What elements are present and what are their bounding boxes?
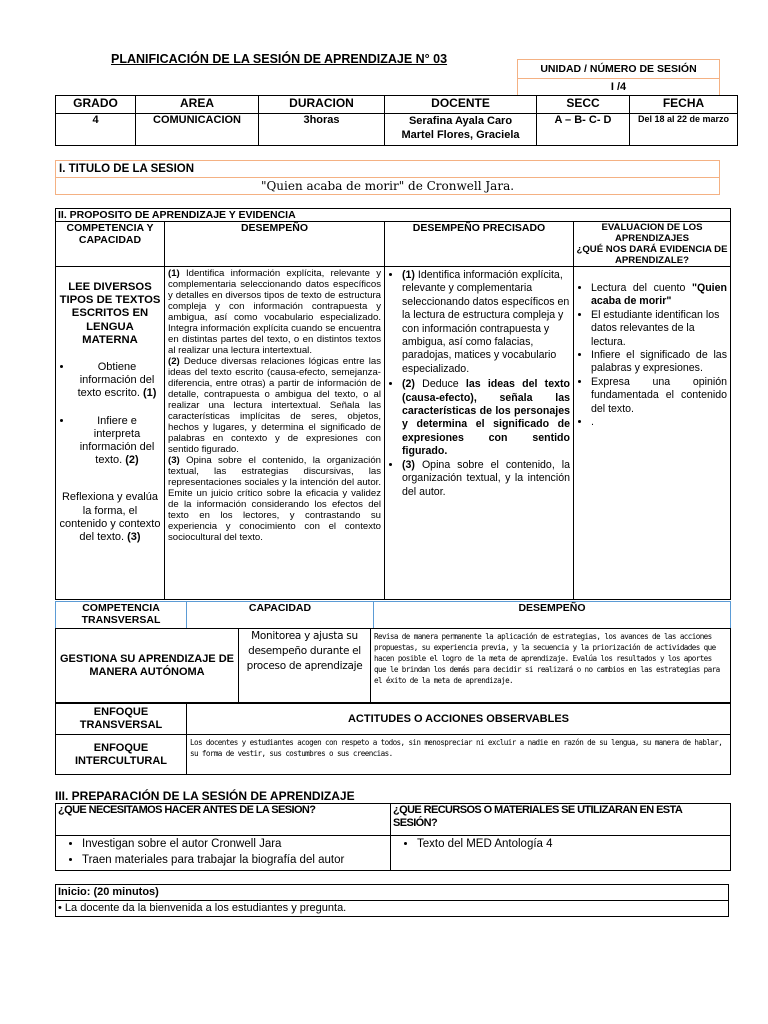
antes-cell [56,836,391,871]
section1-heading: I. TITULO DE LA SESION [59,163,195,175]
competencia-title: LEE DIVERSOS TIPOS DE TEXTOS ESCRITOS EN LENGUA MATERNA [59,281,161,346]
desempeno-3: (3) Opina sobre el contenido, la organización textual, las estrategias discursivas, las representaciones sociales y la intención del autor. Emite un juicio crítico sobre la eficacia y validez de la información considerando los efectos del texto en los lectores, y contrastando su experiencia y conocimiento con el contexto sociocultural del texto. [168,455,381,543]
info-table [55,95,738,146]
precisado-1: • (1) Identifica información explícita, relevante y complementaria seleccionando datos específicos en la lectura de estructura compleja y con información contrapuesta y ambigua, así como falacias, paradojas, matices y vocabulario especializado. [402,269,570,376]
enfoque-table [55,703,731,775]
inicio-heading: Inicio: (20 minutos) [56,885,729,901]
purpose-table [55,208,731,600]
actitudes-text: Los docentes y estudiantes acogen con respeto a todos, sin menospreciar ni excluir a nadie en razón de su lengua, su manera de hablar, su forma de vestir, sus costumbres o sus creencias. [187,735,731,775]
unit-value: I /4 [517,78,720,96]
col-evaluacion [574,222,731,267]
capacidad-transversal: Monitorea y ajusta su desempeño durante el proceso de aprendizaje [239,629,371,703]
page-title: PLANIFICACIÓN DE LA SESIÓN DE APRENDIZAJE N° 03 [111,52,448,66]
col-enfoque: ENFOQUE TRANSVERSAL [56,704,187,735]
duracion-header: DURACION [259,96,385,114]
col-desempeno: DESEMPEÑO [165,222,385,267]
col-competencia-transversal: COMPETENCIA TRANSVERSAL [56,602,187,629]
area-value: COMUNICACION [136,114,259,146]
recursos-item-1: • Texto del MED Antología 4 [417,836,728,852]
transversal-table [55,601,731,629]
capacidades-list [59,361,161,467]
fecha-value: Del 18 al 22 de marzo [630,114,738,146]
evaluacion-4: • Expresa una opinión fundamentada el contenido del texto. [591,376,727,416]
section2-heading: II. PROPOSITO DE APRENDIZAJE Y EVIDENCIA [56,209,731,222]
col-competencia: COMPETENCIA Y CAPACIDAD [56,222,165,267]
recursos-cell [391,836,731,871]
secc-value: A – B- C- D [537,114,630,146]
evaluacion-list [577,282,727,429]
precisado-2: • (2) Deduce las ideas del texto (causa-efecto), señala las características de los personajes y determina el significado de expresiones con sentido figurado. [402,378,570,458]
evaluacion-cell [574,267,731,600]
desempeno-cell [165,267,385,600]
precisado-3: • (3) Opina sobre el contenido, la organización textual, y la intención del autor. [402,459,570,499]
capacidad-2: • Infiere e interpreta información del texto. (2) [73,415,161,468]
grado-value: 4 [56,114,136,146]
desempeno-2: (2) Deduce diversas relaciones lógicas entre las ideas del texto escrito (causa-efecto, semejanza-diferencia, entre otras) a partir de información de detalle, contrapuesta o ambigua del texto, o al realizar una lectura intertextual. Señala las características implícitas de seres, objetos, hechos y lugares, y determina el significado de palabras en contexto y de expresiones con sentido figurado. [168,356,381,455]
enfoque-intercultural: ENFOQUE INTERCULTURAL [56,735,187,775]
competencia-cell [56,267,165,600]
antes-item-2: • Traen materiales para trabajar la biografía del autor [82,852,388,868]
secc-header: SECC [537,96,630,114]
evaluacion-5: • . [591,416,727,429]
docente-name-1: Serafina Ayala Caro [408,115,513,127]
col-actitudes: ACTITUDES O ACCIONES OBSERVABLES [187,704,731,735]
col-recursos: ¿QUE RECURSOS O MATERIALES SE UTILIZARAN EN ESTA SESIÓN? [391,804,731,836]
precisado-list [388,269,570,499]
capacidad-1: • Obtiene información del texto escrito. (1) [73,361,161,401]
desempeno-transversal: Revisa de manera permanente la aplicación de estrategias, los avances de las acciones propuestas, su experiencia previa, y la secuencia y la priorización de actividades que hacen posible el logro de la meta de aprendizaje. Evalúa los resultados y los aportes que le brindan los demás para decidir si realizará o no cambios en las estrategias para el éxito de la meta de aprendizaje. [371,629,731,703]
col-evaluacion-line1: EVALUACION DE LOS APRENDIZAJES [601,222,703,244]
grado-header: GRADO [56,96,136,114]
preparation-table [55,803,731,871]
session-title: "Quien acaba de morir" de Cronwell Jara. [260,179,515,193]
inicio-text-cell [56,901,729,917]
col-desempeno-precisado: DESEMPEÑO PRECISADO [385,222,574,267]
antes-list [58,836,388,868]
recursos-list [393,836,728,852]
docente-value [385,114,537,146]
evaluacion-3: • Infiere el significado de las palabras y expresiones. [591,349,727,376]
col-evaluacion-line2: ¿QUÉ NOS DARÁ EVIDENCIA DE APRENDIZALE? [576,244,728,266]
docente-name-2: Martel Flores, Graciela [401,129,520,141]
bullet-icon: • [58,902,62,914]
area-header: AREA [136,96,259,114]
inicio-text: La docente da la bienvenida a los estudiantes y pregunta. [64,902,347,914]
duracion-value: 3horas [259,114,385,146]
section3-heading: III. PREPARACIÓN DE LA SESIÓN DE APRENDIZAJE [55,789,355,803]
evaluacion-2: • El estudiante identifican los datos relevantes de la lectura. [591,309,727,349]
section1-box [55,160,720,195]
desempeno-1: (1) Identifica información explícita, relevante y complementaria seleccionando datos específicos y detalles en diversos tipos de texto de estructura compleja y con información contrapuesta y ambigua, así como vocabulario especializado. Integra información explícita cuando se encuentra en distintas partes del texto, o en distintos textos al realizar una lectura intertextual. [168,268,381,356]
col-capacidad: CAPACIDAD [187,602,374,629]
col-antes: ¿QUE NECESITAMOS HACER ANTES DE LA SESION? [56,804,391,836]
desempeno-precisado-cell [385,267,574,600]
col-desempeno-transversal: DESEMPEÑO [374,602,731,629]
inicio-table [55,884,729,917]
docente-header: DOCENTE [385,96,537,114]
competencia-transversal: GESTIONA SU APRENDIZAJE DE MANERA AUTÓNOMA [56,629,239,703]
transversal-body-table [55,628,731,703]
evaluacion-1: • Lectura del cuento "Quien acaba de morir" [591,282,727,309]
capacidad-3: Reflexiona y evalúa la forma, el contenido y contexto del texto. (3) [59,491,161,544]
fecha-header: FECHA [630,96,738,114]
info-value-row [56,114,738,146]
info-header-row [56,96,738,114]
unit-label: UNIDAD / NÚMERO DE SESIÓN [517,59,720,79]
antes-item-1: • Investigan sobre el autor Cronwell Jara [82,836,388,852]
